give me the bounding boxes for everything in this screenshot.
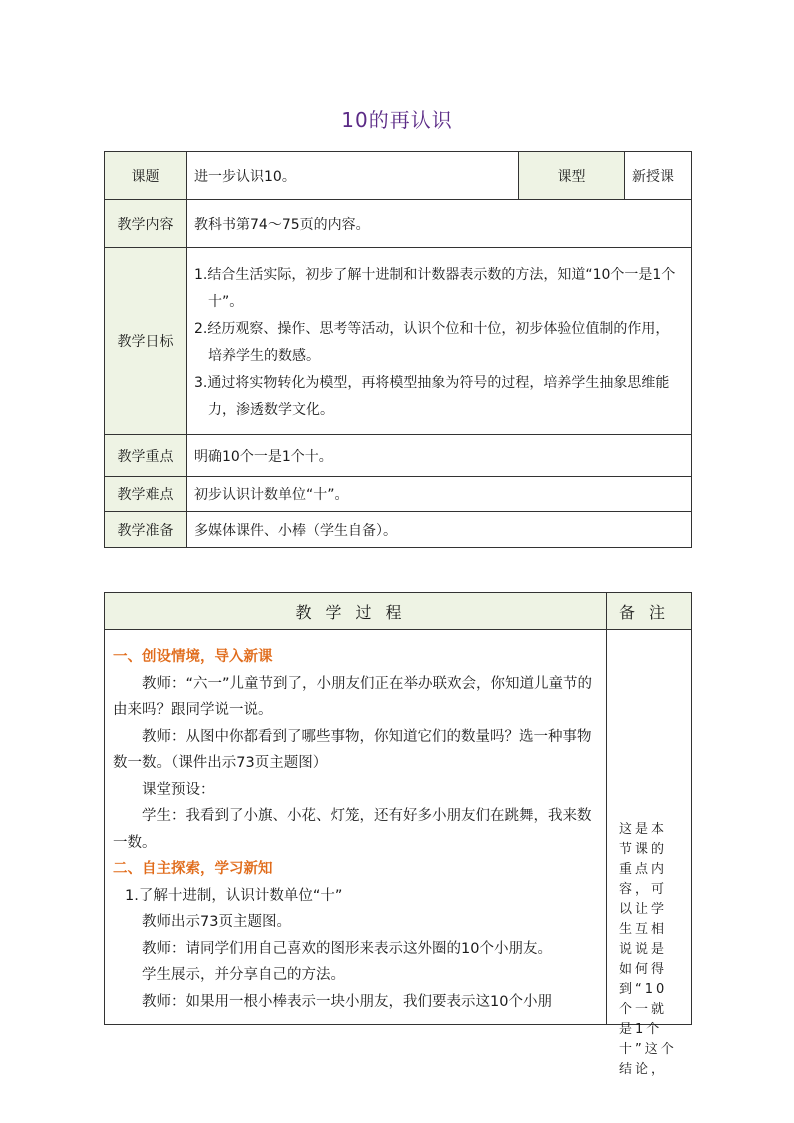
remarks-header: 备注: [607, 593, 692, 630]
objectives-label: 教学日标: [105, 248, 187, 435]
preparation-row: [105, 512, 692, 548]
objectives-cell: [187, 248, 692, 435]
section-1-paragraph: 学生：我看到了小旗、小花、灯笼，还有好多小朋友们在跳舞，我来数一数。: [113, 808, 592, 851]
section-2-paragraph: 学生展示，并分享自己的方法。: [142, 967, 345, 983]
section-2-subheading: 1.了解十进制，认识计数单位“十”: [125, 887, 343, 904]
section-2-paragraph: 教师：请同学们用自己喜欢的图形来表示这外圈的10个小朋友。: [142, 940, 552, 957]
objectives-row: [105, 248, 692, 435]
topic-value: 进一步认识10。: [187, 152, 519, 200]
preparation-value: 多媒体课件、小棒（学生自备）。: [187, 512, 692, 548]
section-2-paragraph: 教师：如果用一根小棒表示一块小朋友，我们要表示这10个小朋: [142, 993, 552, 1010]
content-row: [105, 200, 692, 248]
key-point-row: [105, 435, 692, 477]
document-title: 10的再认识: [341, 108, 453, 132]
key-point-label: 教学重点: [105, 435, 187, 477]
section-1-paragraph: 课堂预设：: [142, 781, 215, 798]
process-header-row: [105, 593, 692, 630]
section-1-paragraph: 教师：“六一”儿童节到了，小朋友们正在举办联欢会，你知道儿童节的由来吗？跟同学说一说。: [113, 675, 593, 718]
difficulty-row: [105, 477, 692, 512]
section-2-paragraph: 教师出示73页主题图。: [142, 914, 291, 930]
key-point-value: 明确10个一是1个十。: [187, 435, 692, 477]
preparation-label: 教学准备: [105, 512, 187, 548]
type-label: 课型: [519, 152, 625, 200]
topic-label: 课题: [105, 152, 187, 200]
content-value: 教科书第74～75页的内容。: [187, 200, 692, 248]
process-content-cell: [105, 630, 607, 1025]
section-1-paragraph: 教师：从图中你都看到了哪些事物，你知道它们的数量吗？选一种事物数一数。（课件出示73页主题图）: [113, 728, 592, 771]
difficulty-value: 初步认识计数单位“十”。: [187, 477, 692, 512]
type-value: 新授课: [625, 152, 692, 200]
section-1-title: 一、创设情境，导入新课: [113, 649, 273, 665]
remarks-cell: [607, 630, 692, 1077]
process-header: 教学过程: [105, 593, 607, 630]
objective-2: 2.经历观察、操作、思考等活动，认识个位和十位，初步体验位值制的作用，培养学生的数感。: [194, 321, 670, 364]
objective-3: 3.通过将实物转化为模型，再将模型抽象为符号的过程，培养学生抽象思维能力，渗透数学文化。: [194, 375, 670, 418]
difficulty-label: 教学难点: [105, 477, 187, 512]
objective-1: 1.结合生活实际，初步了解十进制和计数器表示数的方法，知道“10个一是1个十”。: [194, 267, 676, 310]
section-2-title: 二、自主探索，学习新知: [113, 861, 273, 877]
content-label: 教学内容: [105, 200, 187, 248]
teaching-process-table: [104, 592, 692, 1077]
topic-row: [105, 152, 692, 200]
remark-note: 这是本节课的重点内容，可以让学生互相说说是如何得到“10个一就是1个十”这个结论，: [619, 822, 677, 1077]
process-body-row: [105, 630, 692, 1025]
lesson-info-table: [104, 151, 692, 548]
